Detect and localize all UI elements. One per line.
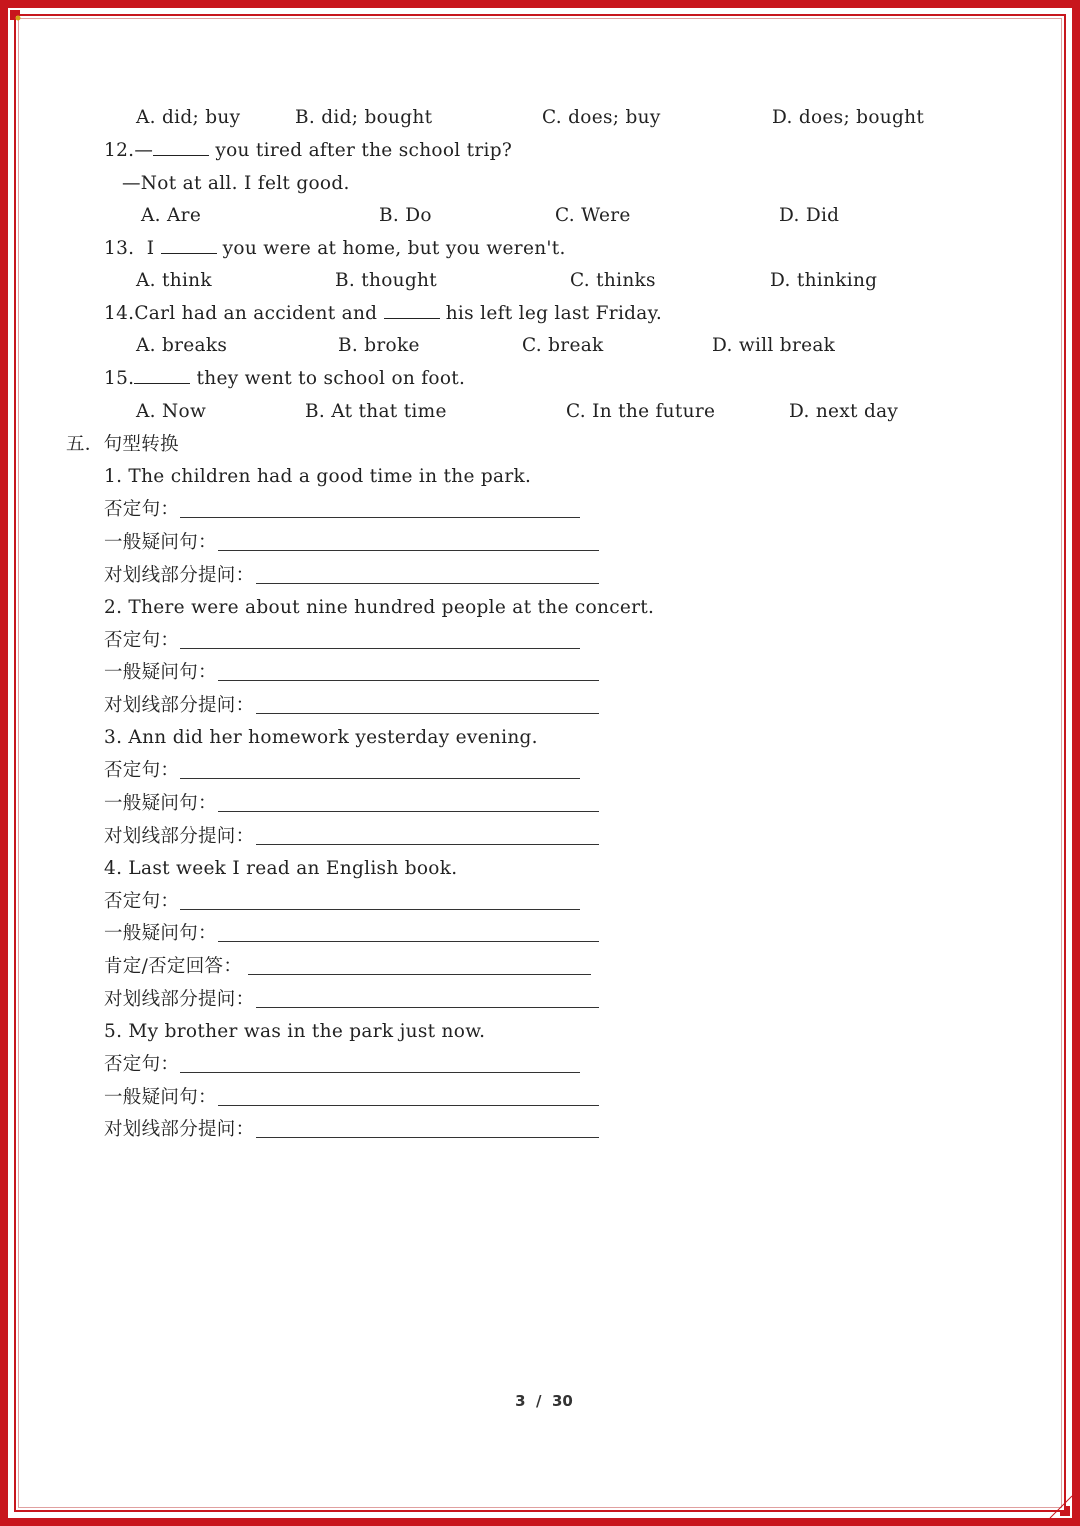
label-yes-no-question: 一般疑问句： — [104, 1087, 217, 1108]
question-number: 15. — [104, 368, 135, 389]
transform-sentence: 1. The children had a good time in the park. — [104, 466, 532, 487]
current-page: 3 — [515, 1392, 526, 1410]
label-negative: 否定句： — [104, 630, 180, 651]
option-d: D. does; bought — [772, 107, 925, 128]
option-c: C. In the future — [566, 401, 716, 422]
answer-line[interactable] — [180, 1072, 580, 1073]
option-b: B. broke — [338, 335, 420, 356]
label-yes-no-question: 一般疑问句： — [104, 793, 217, 814]
option-a: A. Are — [141, 205, 202, 226]
section-title: 五．句型转换 — [66, 434, 179, 455]
answer-blank[interactable] — [161, 237, 217, 254]
answer-line[interactable] — [180, 517, 580, 518]
corner-ornament-icon — [6, 6, 34, 34]
answer-line[interactable] — [256, 844, 599, 845]
label-yes-no-question: 一般疑问句： — [104, 532, 217, 553]
answer-line[interactable] — [180, 909, 580, 910]
question-number: 14. — [104, 303, 135, 324]
option-d: D. thinking — [770, 270, 878, 291]
label-underlined-question: 对划线部分提问： — [104, 565, 255, 586]
question-14-stem — [104, 302, 662, 326]
answer-line[interactable] — [180, 648, 580, 649]
page-separator: / — [536, 1392, 542, 1410]
answer-line[interactable] — [218, 1105, 599, 1106]
option-a: A. Now — [136, 401, 207, 422]
transform-sentence: 4. Last week I read an English book. — [104, 858, 458, 879]
answer-line[interactable] — [218, 550, 599, 551]
stem-text: I — [146, 238, 161, 259]
transform-sentence: 2. There were about nine hundred people at the concert. — [104, 597, 655, 618]
option-d: D. Did — [779, 205, 840, 226]
answer-blank[interactable] — [153, 139, 209, 156]
question-number: 13. — [104, 238, 135, 259]
option-c: C. Were — [555, 205, 631, 226]
stem-text: you were at home, but you weren't. — [216, 238, 566, 259]
label-negative: 否定句： — [104, 499, 180, 520]
answer-line[interactable] — [256, 1137, 599, 1138]
option-b: B. At that time — [305, 401, 447, 422]
answer-blank[interactable] — [384, 302, 440, 319]
option-a: A. breaks — [136, 335, 228, 356]
question-13-stem — [104, 237, 566, 261]
answer-line[interactable] — [218, 811, 599, 812]
total-pages: 30 — [551, 1392, 573, 1410]
dash: — — [134, 140, 154, 161]
label-underlined-question: 对划线部分提问： — [104, 695, 255, 716]
option-b: B. Do — [379, 205, 432, 226]
option-a: A. think — [136, 270, 212, 291]
label-negative: 否定句： — [104, 1054, 180, 1075]
question-12-stem — [104, 139, 512, 163]
answer-blank[interactable] — [134, 367, 190, 384]
label-underlined-question: 对划线部分提问： — [104, 826, 255, 847]
answer-line[interactable] — [248, 974, 591, 975]
option-d: D. will break — [712, 335, 836, 356]
transform-sentence: 3. Ann did her homework yesterday evening. — [104, 727, 538, 748]
answer-line[interactable] — [180, 778, 580, 779]
stem-text: Carl had an accident and — [134, 303, 384, 324]
option-c: C. thinks — [570, 270, 656, 291]
answer-line[interactable] — [256, 713, 599, 714]
option-c: C. does; buy — [542, 107, 661, 128]
label-yes-no-question: 一般疑问句： — [104, 662, 217, 683]
stem-text: you tired after the school trip? — [209, 140, 513, 161]
label-yes-no-question: 一般疑问句： — [104, 923, 217, 944]
option-b: B. did; bought — [295, 107, 433, 128]
question-number: 12. — [104, 140, 135, 161]
option-c: C. break — [522, 335, 604, 356]
option-b: B. thought — [335, 270, 437, 291]
option-d: D. next day — [789, 401, 899, 422]
transform-sentence: 5. My brother was in the park just now. — [104, 1021, 486, 1042]
question-15-stem — [104, 367, 465, 391]
label-underlined-question: 对划线部分提问： — [104, 989, 255, 1010]
label-short-answer: 肯定/否定回答： — [104, 956, 243, 977]
label-negative: 否定句： — [104, 760, 180, 781]
answer-line[interactable] — [218, 680, 599, 681]
label-negative: 否定句： — [104, 891, 180, 912]
question-12-reply: —Not at all. I felt good. — [122, 173, 350, 194]
answer-line[interactable] — [256, 583, 599, 584]
stem-text: his left leg last Friday. — [439, 303, 663, 324]
answer-line[interactable] — [256, 1007, 599, 1008]
corner-ornament-icon — [1046, 1492, 1074, 1520]
stem-text: they went to school on foot. — [190, 368, 466, 389]
answer-line[interactable] — [218, 941, 599, 942]
page-number — [0, 1392, 1080, 1410]
option-a: A. did; buy — [136, 107, 241, 128]
label-underlined-question: 对划线部分提问： — [104, 1119, 255, 1140]
